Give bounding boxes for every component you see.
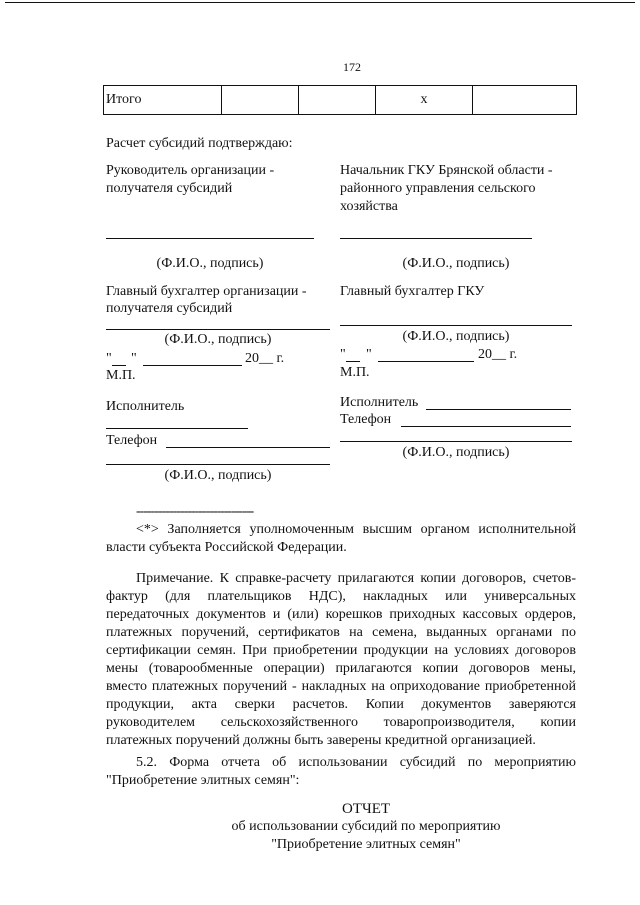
table-row: [104, 86, 577, 115]
right-signature-line-3: [340, 441, 572, 442]
table-cell: [299, 86, 376, 115]
left-fio-3: (Ф.И.О., подпись): [164, 468, 272, 483]
right-date-month-line: [378, 361, 474, 362]
right-acc: Главный бухгалтер ГКУ: [340, 284, 485, 299]
right-date-quote-close: ": [366, 347, 372, 362]
left-date-month-line: [143, 365, 242, 366]
right-executor-label: Исполнитель: [340, 395, 419, 410]
left-date-quote-close: ": [131, 351, 137, 366]
left-acc-line1: Главный бухгалтер организации -: [106, 284, 307, 299]
footnote-separator: --------------------------------: [136, 504, 254, 519]
right-date-day-line: [346, 361, 360, 362]
right-head-line3: хозяйства: [340, 199, 398, 214]
right-executor-line: [426, 409, 571, 410]
confirm-text: Расчет субсидий подтверждаю:: [106, 136, 293, 151]
right-fio-1: (Ф.И.О., подпись): [402, 256, 510, 271]
right-signature-line-2: [340, 325, 572, 326]
left-signature-line-3: [106, 464, 330, 465]
right-mp: М.П.: [340, 365, 370, 380]
page-number: 172: [343, 60, 361, 74]
left-signature-line-1: [106, 238, 314, 239]
table-cell: [473, 86, 577, 115]
note-paragraph: Примечание. К справке-расчету прилагаются копии договоров, счетов-фактур (для плательщиков НДС), накладных или универсальных передаточных документов и (или) корешков приходных кассовых ордеров, платежных поручений, сертификатов на семена, выданных органами по сертификации семян. При приобретении продукции на условиях договоров мены (товарообменные операции) прилагаются копии договоров мены, вместо платежных поручений - накладных на оприходование приобретенной продукции, акта сверки расчетов. Копии документов заверяются руководителем сельскохозяйственного товаропроизводителя, копии платежных поручений должны быть заверены кредитной организацией.: [106, 571, 576, 748]
left-acc-line2: получателя субсидий: [106, 301, 233, 316]
left-head-line2: получателя субсидий: [106, 181, 233, 196]
right-signature-line-1: [340, 238, 532, 239]
left-date-day-line: [112, 365, 126, 366]
left-fio-2: (Ф.И.О., подпись): [164, 332, 272, 347]
left-mp: М.П.: [106, 368, 136, 383]
right-phone-line: [401, 426, 571, 427]
left-phone-line: [166, 447, 330, 448]
report-subtitle-2: "Приобретение элитных семян": [271, 837, 461, 852]
top-border-line: [5, 2, 635, 3]
right-fio-3: (Ф.И.О., подпись): [402, 445, 510, 460]
right-head-line1: Начальник ГКУ Брянской области -: [340, 163, 553, 178]
left-executor-label: Исполнитель: [106, 399, 185, 414]
left-signature-line-2: [106, 329, 330, 330]
report-subtitle-1: об использовании субсидий по мероприятию: [231, 819, 501, 834]
left-head-line1: Руководитель организации -: [106, 163, 275, 178]
left-executor-line: [106, 428, 248, 429]
right-date-quote-open: ": [340, 347, 346, 362]
right-fio-2: (Ф.И.О., подпись): [402, 329, 510, 344]
right-phone-label: Телефон: [340, 412, 392, 427]
table-cell: x: [376, 86, 473, 115]
table-cell: [222, 86, 299, 115]
left-phone-label: Телефон: [106, 433, 158, 448]
left-fio-1: (Ф.И.О., подпись): [156, 256, 264, 271]
right-date-year: 20__ г.: [478, 347, 518, 362]
footnote-text: <*> Заполняется уполномоченным высшим органом исполнительной власти субъекта Российской Федерации.: [106, 522, 576, 555]
total-table: [103, 85, 577, 115]
right-head-line2: районного управления сельского: [340, 181, 536, 196]
report-title: ОТЧЕТ: [341, 801, 391, 817]
left-date-year: 20__ г.: [245, 351, 285, 366]
left-date-quote-open: ": [106, 351, 112, 366]
table-cell-label: Итого: [104, 86, 222, 115]
section-heading: 5.2. Форма отчета об использовании субсидий по мероприятию "Приобретение элитных семян":: [106, 755, 576, 788]
